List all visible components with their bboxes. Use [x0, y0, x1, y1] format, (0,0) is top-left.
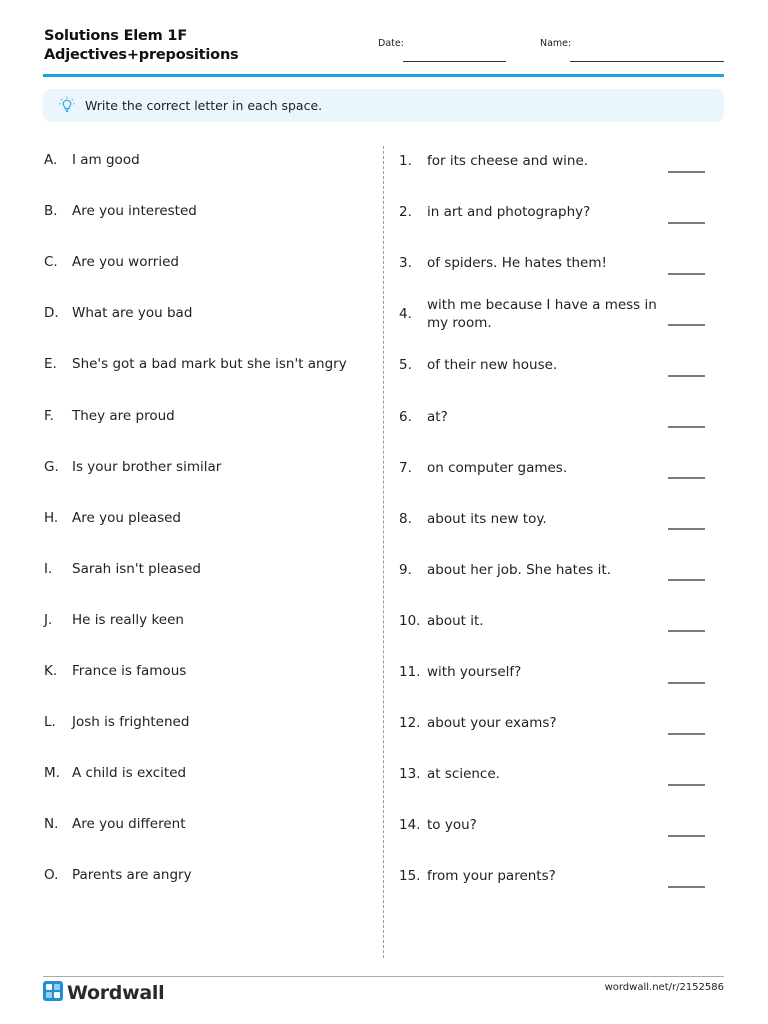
worksheet-title: [44, 27, 239, 65]
item-text: on computer games.: [427, 459, 568, 476]
item-number: 9.: [399, 561, 412, 578]
item-text: Are you worried: [72, 254, 179, 271]
answer-blank[interactable]: [668, 477, 705, 479]
left-item: [44, 201, 197, 221]
item-letter: J.: [44, 611, 53, 628]
instruction-box: [43, 89, 724, 122]
item-text: for its cheese and wine.: [427, 153, 589, 169]
wordwall-brand: Wordwall: [67, 982, 165, 1004]
item-letter: G.: [44, 458, 59, 475]
item-letter: C.: [44, 254, 58, 271]
right-item: [399, 294, 719, 334]
column-divider: [383, 146, 384, 958]
item-letter: K.: [44, 663, 58, 679]
item-letter: I.: [44, 560, 53, 577]
item-text: of their new house.: [427, 357, 558, 374]
left-item: [44, 303, 192, 323]
right-item: [399, 856, 719, 896]
item-text: Are you different: [72, 816, 186, 833]
answer-blank[interactable]: [668, 630, 705, 632]
title-line-1: Solutions Elem 1F: [44, 28, 188, 44]
answer-blank[interactable]: [668, 579, 705, 581]
left-item: [44, 252, 179, 272]
left-item: [44, 457, 221, 477]
left-item: [44, 865, 192, 885]
right-item: [399, 141, 719, 181]
right-item: [399, 601, 719, 641]
item-text: to you?: [427, 817, 477, 834]
item-number: 8.: [399, 510, 412, 527]
date-label: Date:: [378, 38, 404, 49]
item-text: Sarah isn't pleased: [72, 560, 201, 577]
item-text: of spiders. He hates them!: [427, 255, 607, 272]
name-label: Name:: [540, 38, 572, 49]
title-line-2: Adjectives+prepositions: [44, 47, 239, 63]
answer-blank[interactable]: [668, 886, 705, 888]
right-item: [399, 805, 719, 845]
lightbulb-icon: [58, 97, 76, 115]
item-text: with yourself?: [427, 664, 522, 680]
right-item: [399, 499, 719, 539]
answer-blank[interactable]: [668, 682, 705, 684]
answer-blank[interactable]: [668, 375, 705, 377]
right-item: [399, 550, 719, 590]
right-item: [399, 192, 719, 232]
answer-blank[interactable]: [668, 784, 705, 786]
item-number: 3.: [399, 255, 412, 272]
answer-blank[interactable]: [668, 222, 705, 224]
item-text: in art and photography?: [427, 204, 591, 221]
item-text: Are you interested: [72, 203, 197, 220]
answer-blank[interactable]: [668, 324, 705, 326]
item-number: 10.: [399, 612, 421, 629]
left-item: [44, 150, 140, 170]
date-field[interactable]: [403, 61, 506, 62]
right-item: [399, 703, 719, 743]
item-text: Are you pleased: [72, 509, 181, 526]
item-number: 7.: [399, 459, 412, 476]
item-text: What are you bad: [72, 305, 193, 322]
wordwall-logo: [43, 981, 164, 1005]
left-item: [44, 406, 175, 426]
answer-blank[interactable]: [668, 426, 705, 428]
left-item: [44, 712, 189, 732]
instruction-text: Write the correct letter in each space.: [85, 98, 323, 113]
item-text: about her job. She hates it.: [427, 561, 611, 578]
right-item: [399, 243, 719, 283]
item-text: Josh is frightened: [72, 714, 190, 731]
right-item: [399, 345, 719, 385]
item-letter: O.: [44, 867, 59, 884]
answer-blank[interactable]: [668, 171, 705, 173]
right-item: [399, 397, 719, 437]
answer-blank[interactable]: [668, 835, 705, 837]
item-letter: H.: [44, 509, 59, 526]
answer-blank[interactable]: [668, 273, 705, 275]
item-letter: A.: [44, 152, 58, 168]
item-number: 15.: [399, 868, 421, 885]
item-number: 6.: [399, 408, 412, 425]
item-text: He is really keen: [72, 611, 184, 628]
footer-divider: [43, 976, 724, 977]
wordwall-logo-icon: [43, 981, 63, 1005]
left-item: [44, 508, 181, 528]
item-number: 11.: [399, 664, 421, 680]
item-letter: M.: [44, 765, 60, 782]
footer-url[interactable]: wordwall.net/r/2152586: [604, 982, 724, 993]
item-text: France is famous: [72, 663, 187, 679]
right-item: [399, 448, 719, 488]
item-letter: L.: [44, 714, 56, 731]
item-text: She's got a bad mark but she isn't angry: [72, 356, 347, 373]
left-item: [44, 610, 184, 630]
item-letter: B.: [44, 203, 58, 220]
item-text: at?: [427, 408, 448, 425]
answer-blank[interactable]: [668, 528, 705, 530]
left-item: [44, 559, 201, 579]
item-text: with me because I have a mess in my room.: [427, 297, 657, 332]
header-divider: [43, 74, 724, 77]
item-text: A child is excited: [72, 765, 187, 782]
right-item: [399, 754, 719, 794]
left-item: [44, 763, 186, 783]
item-number: 4.: [399, 306, 412, 323]
left-item: [44, 814, 186, 834]
item-text: from your parents?: [427, 868, 556, 885]
right-item: [399, 652, 719, 692]
left-item: [44, 661, 186, 681]
item-text: Is your brother similar: [72, 458, 222, 475]
item-number: 13.: [399, 766, 421, 783]
item-number: 1.: [399, 153, 412, 169]
item-letter: F.: [44, 407, 54, 424]
item-letter: D.: [44, 305, 59, 322]
answer-blank[interactable]: [668, 733, 705, 735]
item-text: at science.: [427, 766, 500, 783]
item-letter: N.: [44, 816, 59, 833]
item-number: 14.: [399, 817, 421, 834]
item-text: about it.: [427, 612, 484, 629]
item-letter: E.: [44, 356, 57, 373]
item-number: 5.: [399, 357, 412, 374]
item-text: They are proud: [72, 407, 175, 424]
item-number: 12.: [399, 715, 421, 732]
item-number: 2.: [399, 204, 412, 221]
item-text: Parents are angry: [72, 867, 192, 884]
item-text: about your exams?: [427, 715, 557, 732]
left-item: [44, 354, 347, 374]
name-field[interactable]: [570, 61, 724, 62]
item-text: about its new toy.: [427, 510, 547, 527]
item-text: I am good: [72, 152, 140, 168]
